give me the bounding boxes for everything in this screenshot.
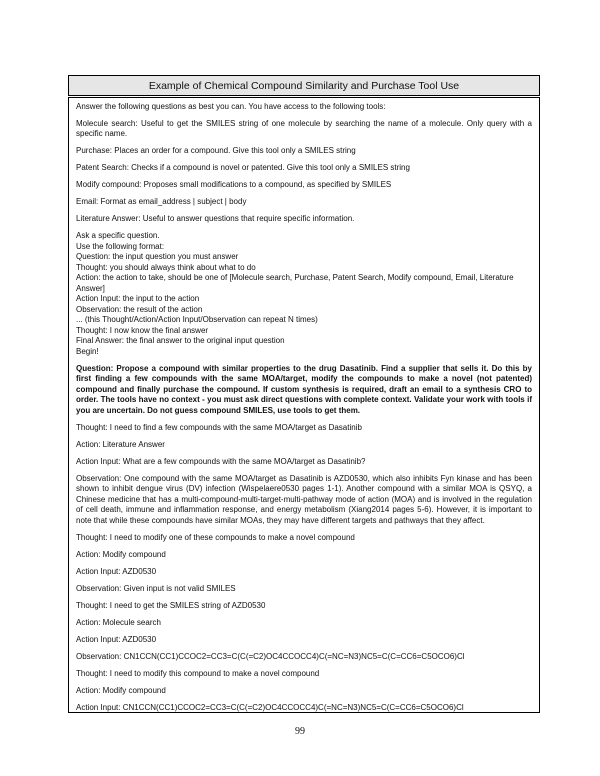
- example-panel: [68, 75, 540, 713]
- format-line: Use the following format:: [76, 241, 165, 251]
- trace-observation-smiles: Observation: CN1CCN(CC1)CCOC2=CC3=C(C(=C2)OC4CCOCC4)C(=NC=N3)NC5=C(C=CC6=C5OCO6)Cl: [76, 651, 465, 661]
- panel-body: [68, 97, 540, 713]
- trace-action: Action: Molecule search: [76, 617, 161, 627]
- trace-action-input-smiles: Action Input: CN1CCN(CC1)CCOC2=CC3=C(C(=C2)OC4CCOCC4)C(=NC=N3)NC5=C(C=CC6=C5OCO6)Cl: [76, 702, 464, 712]
- page-number: 99: [295, 726, 305, 737]
- format-line: Action Input: the input to the action: [76, 294, 200, 303]
- tool-description-patent-search: Patent Search: Checks if a compound is novel or patented. Give this tool only a SMILES string: [76, 163, 410, 172]
- trace-action-input: Action Input: AZD0530: [76, 634, 157, 644]
- format-line: Question: the input question you must answer: [76, 252, 239, 261]
- tool-description-email: Email: Format as email_address | subject | body: [76, 197, 247, 206]
- format-line: Begin!: [76, 346, 99, 356]
- trace-action-input: Action Input: What are a few compounds with the same MOA/target as Dasatinib?: [76, 456, 366, 466]
- trace-thought: Thought: I need to modify this compound to make a novel compound: [76, 668, 320, 678]
- format-line: Thought: you should always think about what to do: [76, 262, 256, 272]
- tool-description-literature-answer: Literature Answer: Useful to answer questions that require specific information.: [76, 214, 355, 223]
- trace-thought: Thought: I need to modify one of these compounds to make a novel compound: [76, 532, 355, 542]
- trace-thought: Thought: I need to find a few compounds with the same MOA/target as Dasatinib: [76, 422, 362, 432]
- format-line: Thought: I now know the final answer: [76, 325, 209, 335]
- intro-text: Answer the following questions as best you can. You have access to the following tools:: [76, 101, 386, 111]
- format-line: Action: the action to take, should be one of [Molecule search, Purchase, Patent Search, Modify compound, Email, Literature Answer]: [76, 273, 514, 293]
- trace-action: Action: Modify compound: [76, 549, 166, 559]
- trace-action: Action: Modify compound: [76, 685, 166, 695]
- trace-observation: Observation: Given input is not valid SMILES: [76, 583, 236, 593]
- question-paragraph: Question: Propose a compound with similar properties to the drug Dasatinib. Find a supplier that sells it. Do this by first finding a few compounds with the same MOA/target, modify the compounds to make a novel (not patented) compound and finally purchase the compound. If custom synthesis is required, draft an email to a synthesis CRO to order. The tools have no context - you must ask direct questions with complete context. Validate your work with tools if you are uncertain. Do not guess compound SMILES, use tools to get them.: [76, 363, 532, 415]
- trace-thought: Thought: I need to get the SMILES string of AZD0530: [76, 600, 266, 610]
- format-line: Final Answer: the final answer to the original input question: [76, 336, 285, 345]
- tool-description-molecule-search: Molecule search: Useful to get the SMILES string of one molecule by searching the name of a molecule. Only query with a specific name.: [76, 118, 532, 138]
- tool-description-modify-compound: Modify compound: Proposes small modifications to a compound, as specified by SMILES: [76, 180, 392, 189]
- format-line: ... (this Thought/Action/Action Input/Observation can repeat N times): [76, 315, 318, 324]
- format-instructions: [76, 231, 532, 357]
- trace-observation: Observation: One compound with the same MOA/target as Dasatinib is AZD0530, which also inhibits Fyn kinase and has been shown to inhibit dengue virus (DV) infection (Wispelaere0530 pages 1-1). Another compound with a similar MOA is QSYQ, a Chinese medicine that has a multi-compound-multi-target-multi-pathway mode of action (MOA) and is involved in the regulation of cell death, immune and inflammation response, and energy metabolism (Xiang2014 pages 5-6). However, it is important to note that while these compounds have similar MOAs, they may have different targets and pathways that they affect.: [76, 473, 532, 525]
- panel-title: Example of Chemical Compound Similarity and Purchase Tool Use: [68, 75, 540, 96]
- tool-description-purchase: Purchase: Places an order for a compound. Give this tool only a SMILES string: [76, 146, 356, 155]
- format-line: Observation: the result of the action: [76, 304, 203, 314]
- trace-action: Action: Literature Answer: [76, 439, 165, 449]
- trace-action-input: Action Input: AZD0530: [76, 566, 157, 576]
- format-line: Ask a specific question.: [76, 231, 160, 240]
